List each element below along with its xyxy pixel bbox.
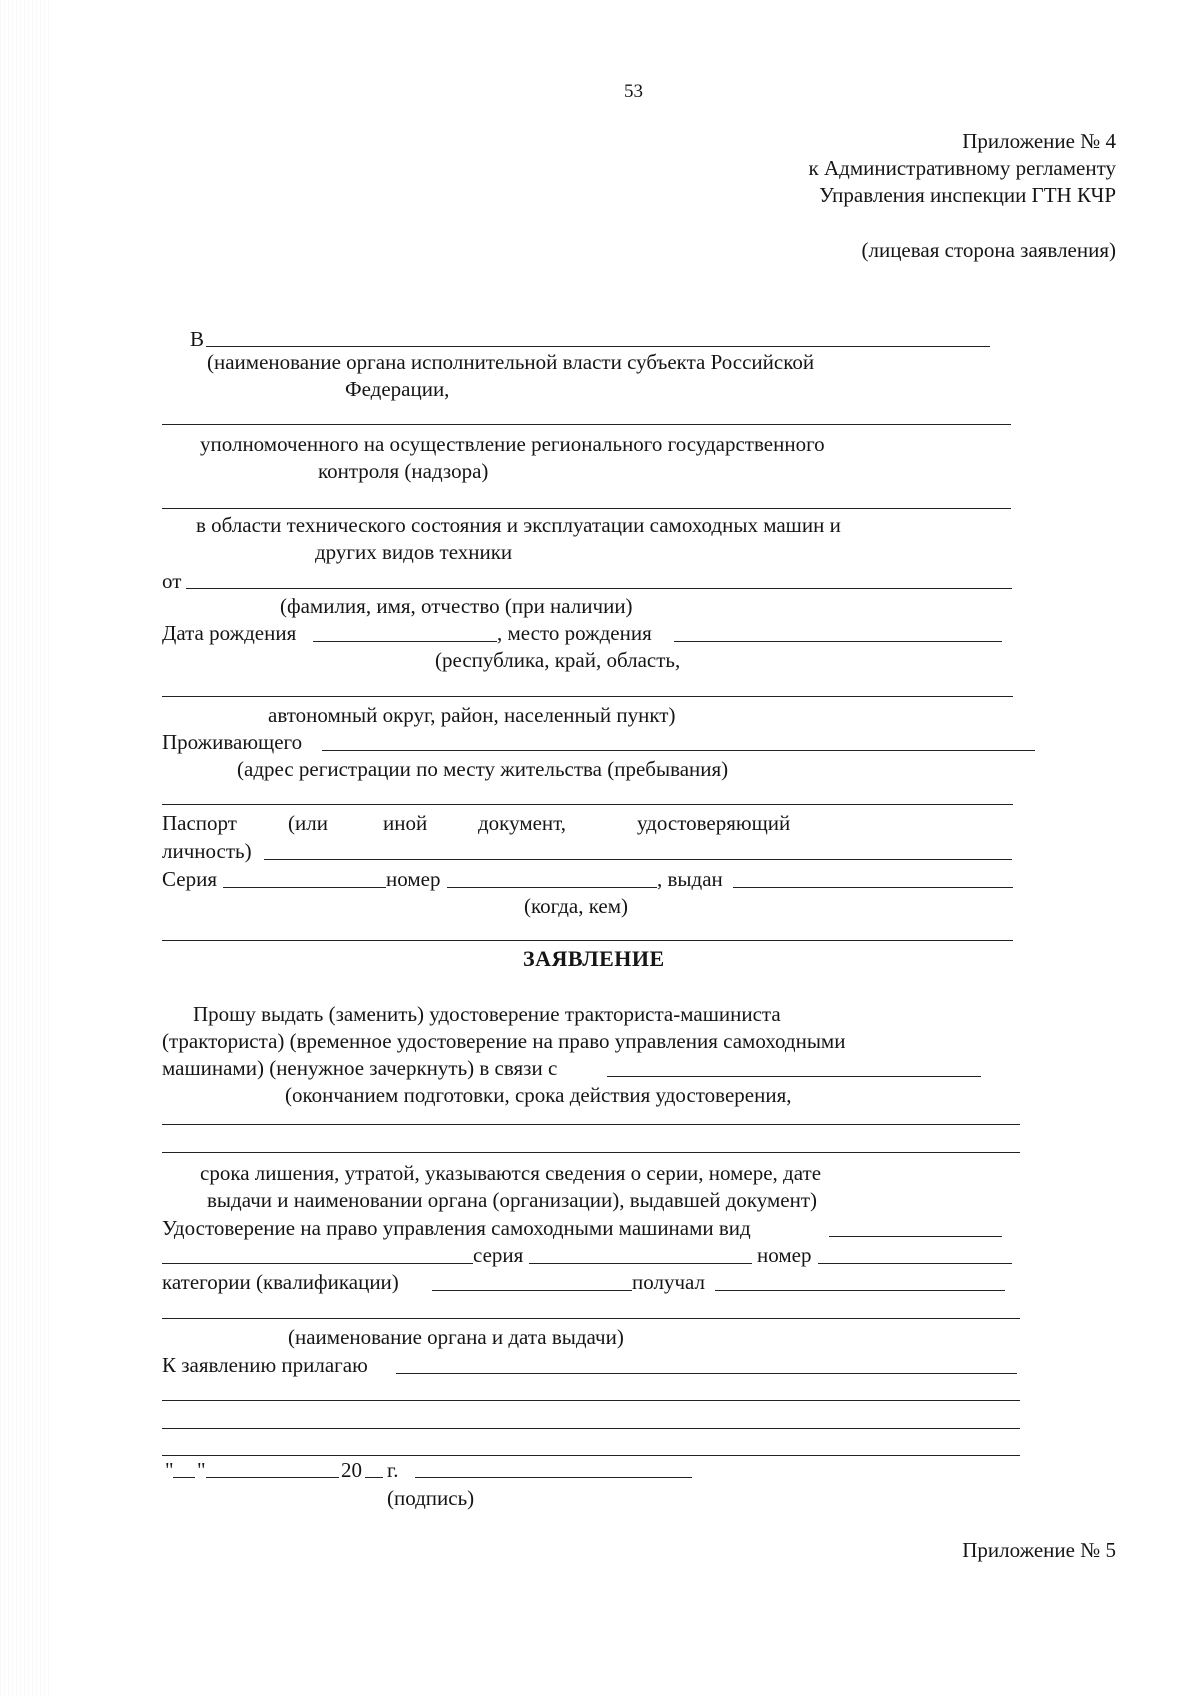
license-number-line[interactable]	[818, 1263, 1012, 1264]
birthplace-line[interactable]	[674, 641, 1002, 642]
dob-line[interactable]	[313, 641, 497, 642]
license-type-line[interactable]	[829, 1236, 1002, 1237]
next-appendix-title: Приложение № 5	[962, 1538, 1116, 1562]
received-line-2[interactable]	[162, 1318, 1020, 1319]
residing-line-2[interactable]	[162, 804, 1013, 805]
signature-hint: (подпись)	[387, 1486, 475, 1510]
license-series-label: серия	[473, 1243, 524, 1267]
passport-word-1: Паспорт	[162, 811, 237, 835]
organ-hint: (наименование органа и дата выдачи)	[288, 1325, 624, 1349]
reason-hint-3: выдачи и наименовании органа (организации), выдавшей документ)	[207, 1188, 818, 1212]
attach-label: К заявлению прилагаю	[162, 1353, 368, 1377]
reason-hint-2: срока лишения, утратой, указываются сведения о серии, номере, дате	[200, 1161, 822, 1185]
issued-label: , выдан	[657, 867, 723, 891]
addressee-hint-2b: контроля (надзора)	[318, 459, 489, 483]
number-line[interactable]	[447, 887, 657, 888]
addressee-line[interactable]	[206, 346, 990, 347]
license-series-line[interactable]	[529, 1263, 752, 1264]
date-quote-open: "	[165, 1458, 174, 1482]
residing-line[interactable]	[322, 750, 1035, 751]
date-year-line[interactable]	[365, 1477, 383, 1478]
reason-hint-1: (окончанием подготовки, срока действия удостоверения,	[285, 1083, 792, 1107]
birthplace-hint-1: (республика, край, область,	[435, 648, 681, 672]
signature-line[interactable]	[415, 1477, 692, 1478]
attach-line-3[interactable]	[162, 1428, 1020, 1429]
issued-line-2[interactable]	[162, 940, 1013, 941]
identity-label: личность)	[162, 839, 252, 863]
statement-title: ЗАЯВЛЕНИЕ	[523, 946, 665, 971]
attach-line-1[interactable]	[396, 1373, 1017, 1374]
dob-label: Дата рождения	[162, 621, 297, 645]
addressee-hint-1a: (наименование органа исполнительной власти субъекта Российской	[207, 350, 815, 374]
date-year-suffix: г.	[387, 1458, 399, 1482]
identity-line[interactable]	[264, 859, 1012, 860]
reason-line-3[interactable]	[162, 1152, 1020, 1153]
series-line[interactable]	[223, 887, 386, 888]
residing-hint: (адрес регистрации по месту жительства (пребывания)	[237, 757, 729, 781]
received-label: получал	[632, 1270, 705, 1294]
reason-line[interactable]	[607, 1076, 981, 1077]
appendix-title: Приложение № 4	[962, 129, 1116, 153]
passport-word-4: документ,	[478, 811, 567, 835]
passport-word-2: (или	[288, 811, 328, 835]
category-label: категории (квалификации)	[162, 1270, 399, 1294]
attach-line-2[interactable]	[162, 1400, 1020, 1401]
issued-line[interactable]	[733, 887, 1013, 888]
license-label: Удостоверение на право управления самоходными машинами вид	[162, 1216, 751, 1240]
date-month-line[interactable]	[206, 1477, 339, 1478]
received-line[interactable]	[715, 1290, 1005, 1291]
fio-line[interactable]	[186, 588, 1012, 589]
addressee-hint-3a: в области технического состояния и эксплуатации самоходных машин и	[196, 513, 841, 537]
license-type-line-2[interactable]	[162, 1263, 473, 1264]
passport-word-3: иной	[383, 811, 428, 835]
fio-hint: (фамилия, имя, отчество (при наличии)	[280, 594, 633, 618]
addressee-hint-1b: Федерации,	[345, 377, 450, 401]
appendix-regulation: к Административному регламенту	[808, 156, 1116, 180]
appendix-authority: Управления инспекции ГТН КЧР	[819, 183, 1116, 207]
statement-line-2: (тракториста) (временное удостоверение на право управления самоходными	[162, 1029, 846, 1053]
birthplace-line-2[interactable]	[162, 696, 1013, 697]
attach-line-4[interactable]	[162, 1455, 1020, 1456]
issued-hint: (когда, кем)	[524, 894, 628, 918]
category-line[interactable]	[432, 1290, 632, 1291]
birthplace-hint-2: автономный округ, район, населенный пункт)	[268, 703, 676, 727]
number-label: номер	[386, 867, 441, 891]
birthplace-label: , место рождения	[497, 621, 652, 645]
addressee-line-3[interactable]	[162, 508, 1011, 509]
date-quote-close: "	[197, 1458, 206, 1482]
addressee-prefix: В	[190, 327, 205, 351]
addressee-hint-3b: других видов техники	[315, 540, 513, 564]
series-label: Серия	[162, 867, 217, 891]
passport-word-5: удостоверяющий	[637, 811, 791, 835]
date-day-line[interactable]	[173, 1477, 195, 1478]
scan-margin-noise	[0, 0, 52, 1697]
addressee-line-2[interactable]	[162, 424, 1011, 425]
reason-line-2[interactable]	[162, 1124, 1020, 1125]
from-label: от	[162, 569, 182, 593]
residing-label: Проживающего	[162, 730, 303, 754]
license-number-label: номер	[757, 1243, 812, 1267]
date-year-prefix: 20	[341, 1458, 362, 1482]
statement-line-1: Прошу выдать (заменить) удостоверение тракториста-машиниста	[193, 1002, 781, 1026]
statement-line-3: машинами) (ненужное зачеркнуть) в связи с	[162, 1056, 558, 1080]
page-number: 53	[624, 81, 643, 102]
side-note: (лицевая сторона заявления)	[861, 238, 1116, 262]
addressee-hint-2a: уполномоченного на осуществление регионального государственного	[200, 432, 825, 456]
